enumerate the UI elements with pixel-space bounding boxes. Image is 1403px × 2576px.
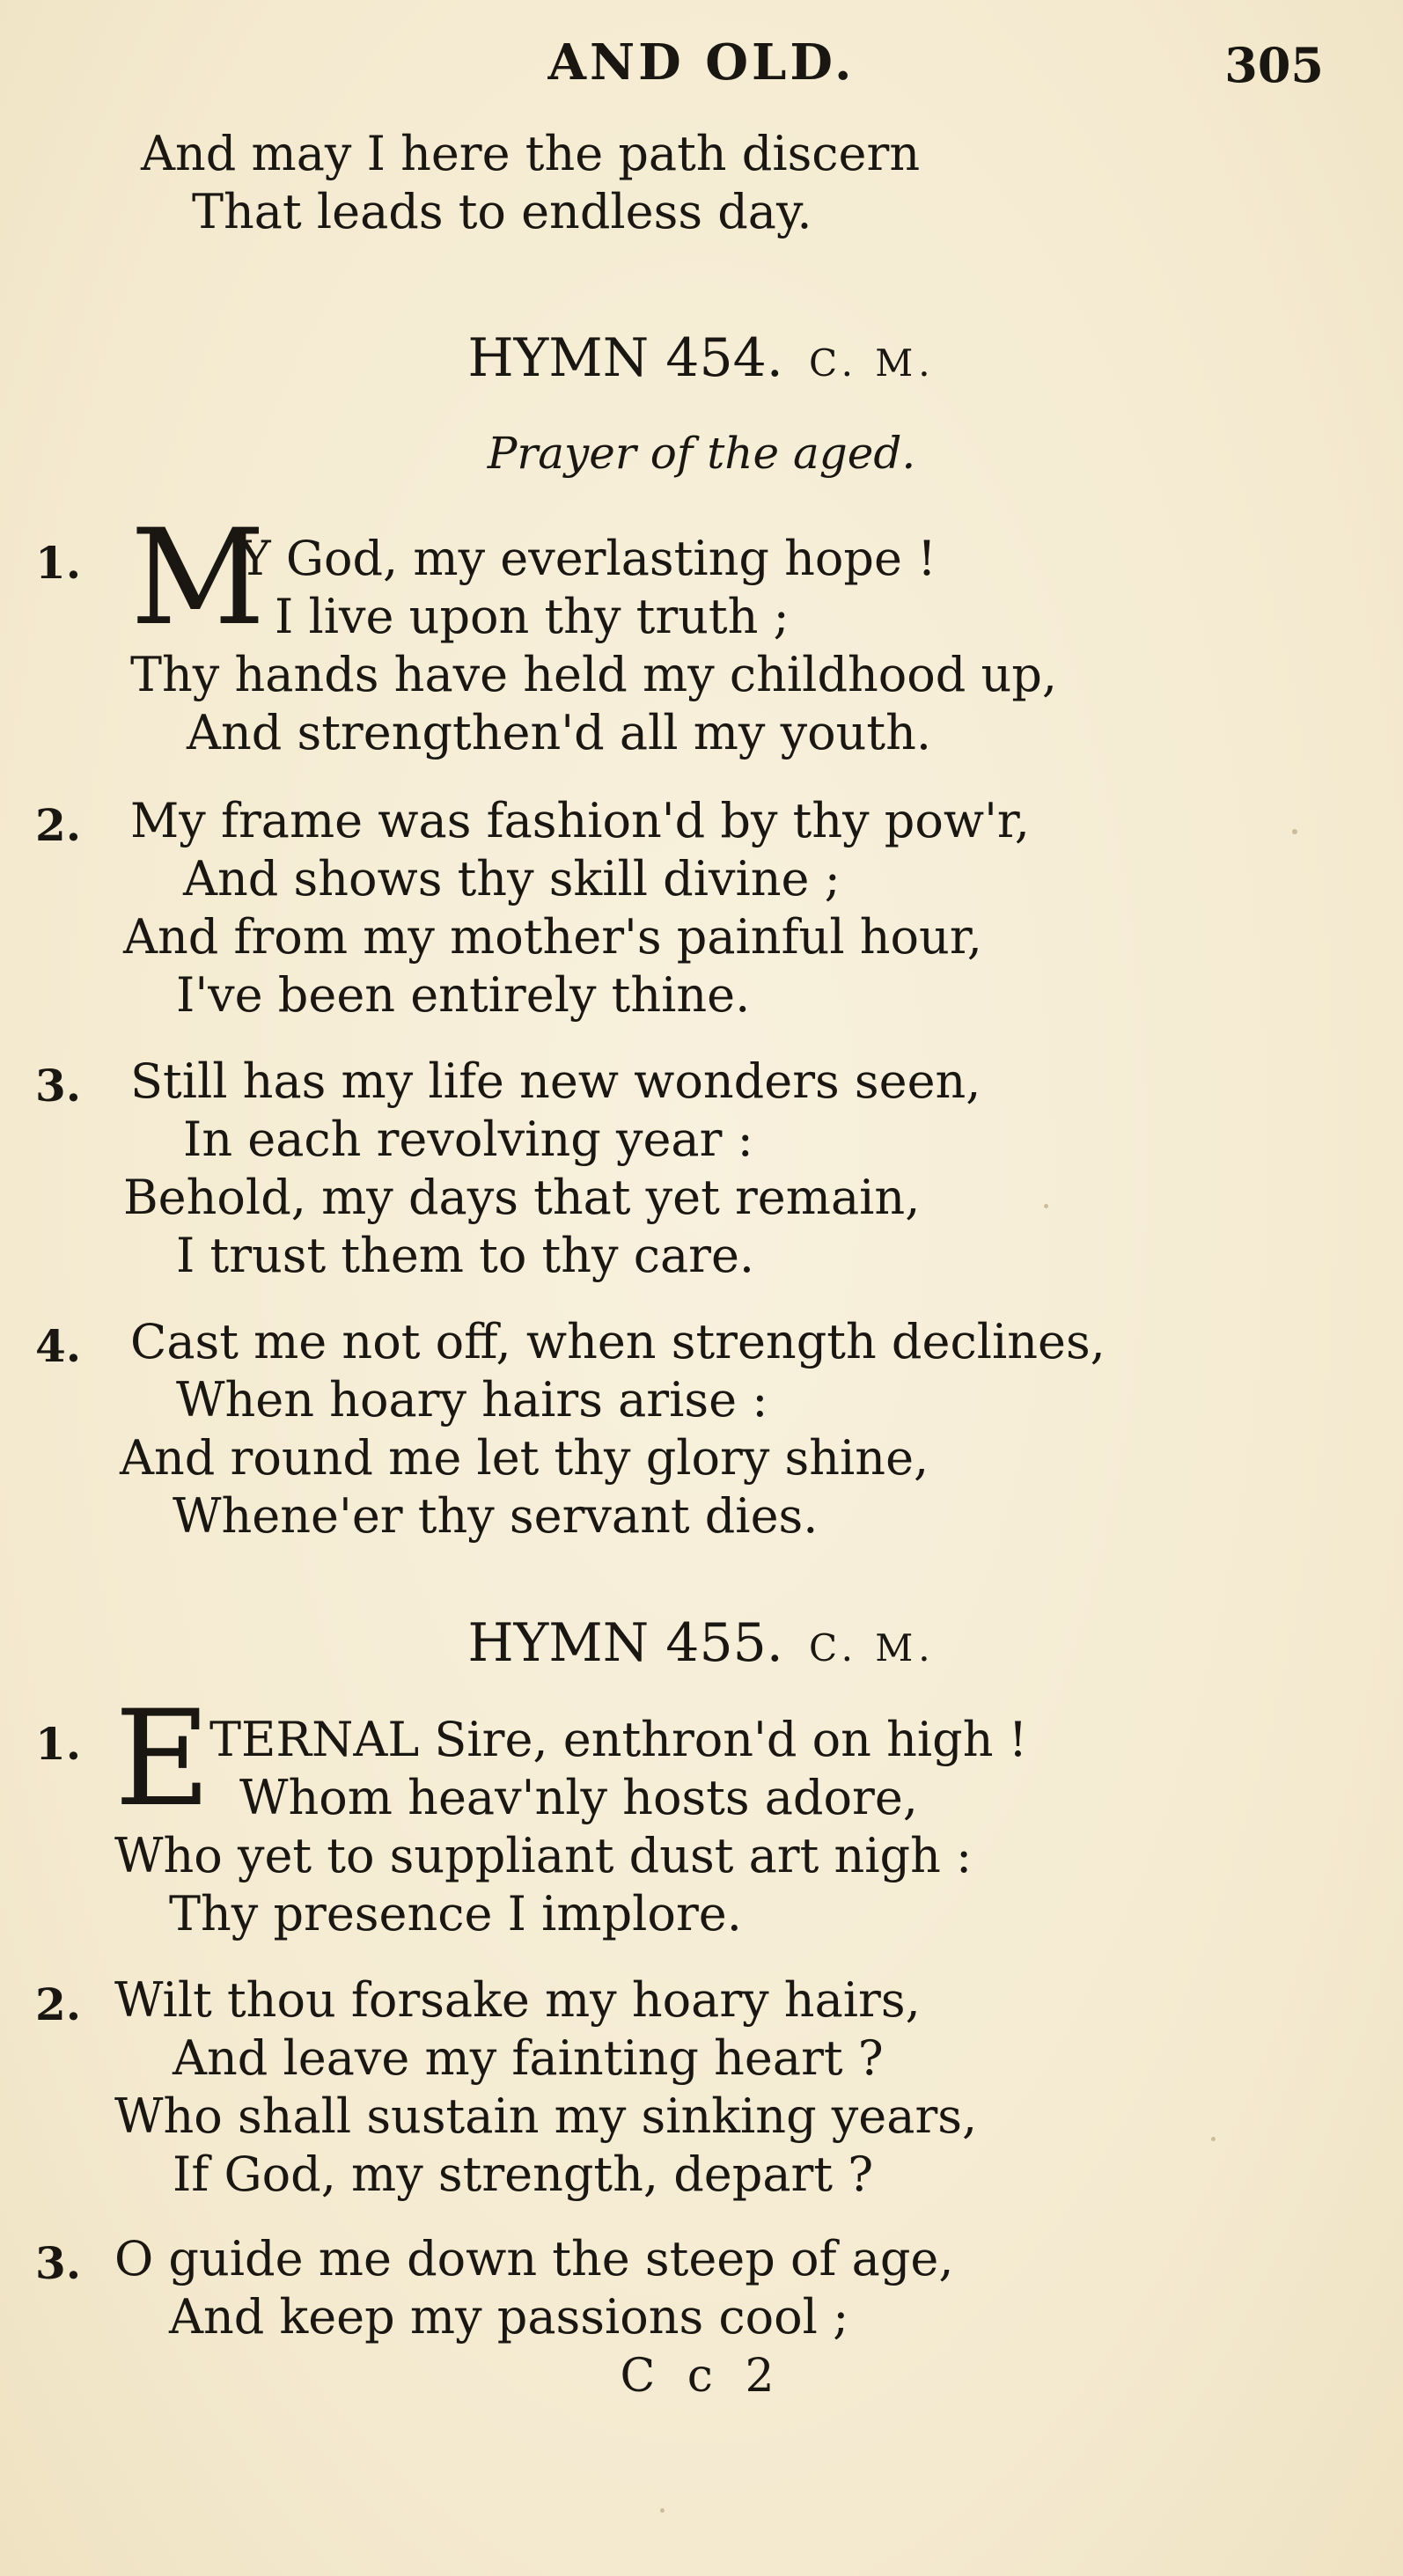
paper-speck: [1292, 829, 1297, 834]
hymn-455-v3-line-2: And keep my passions cool ;: [169, 2289, 849, 2345]
hymn-454-v3-line-3: Behold, my days that yet remain,: [123, 1170, 921, 1225]
paper-speck: [660, 2508, 665, 2513]
hymn-455-heading: [0, 1612, 1403, 1674]
page-number: 305: [1224, 37, 1324, 93]
hymn-454-verse-4-number: 4.: [35, 1320, 82, 1372]
hymn-454-meter: C. M.: [808, 341, 936, 385]
hymn-454-verse-1-number: 1.: [35, 537, 82, 589]
hymn-455-v3-line-1: O guide me down the steep of age,: [114, 2231, 954, 2286]
hymn-454-v2-line-3: And from my mother's painful hour,: [123, 909, 982, 965]
hymn-454-subtitle: Prayer of the aged.: [487, 428, 916, 479]
hymn-454-dropcap: M: [130, 502, 266, 655]
hymn-454-v3-line-1: Still has my life new wonders seen,: [130, 1053, 981, 1109]
hymn-454-v2-line-1: My frame was fashion'd by thy pow'r,: [130, 793, 1030, 848]
hymn-455-v2-line-1: Wilt thou forsake my hoary hairs,: [114, 1972, 921, 2028]
hymn-454-v3-line-4: I trust them to thy care.: [176, 1228, 755, 1283]
hymn-455-v1-line-4: Thy presence I implore.: [169, 1886, 742, 1941]
hymn-455-dropcap: E: [114, 1683, 211, 1836]
hymn-455-v1-line-3: Who yet to suppliant dust art nigh :: [114, 1828, 973, 1883]
hymn-455-v2-line-3: Who shall sustain my sinking years,: [114, 2088, 978, 2144]
hymn-454-v4-line-2: When hoary hairs arise :: [176, 1372, 768, 1427]
hymn-454-v2-line-2: And shows thy skill divine ;: [183, 851, 841, 906]
hymn-454-v1-line-4: And strengthen'd all my youth.: [187, 705, 932, 760]
paper-speck: [1044, 1204, 1048, 1208]
intro-line-2: That leads to endless day.: [192, 184, 812, 239]
hymn-454-heading: [0, 327, 1403, 389]
signature-mark: C c 2: [620, 2350, 783, 2403]
hymn-455-v2-line-2: And leave my fainting heart ?: [173, 2030, 884, 2086]
hymn-455-verse-1-number: 1.: [35, 1718, 82, 1770]
hymn-455-v1-line-1: TERNAL Sire, enthron'd on high !: [209, 1712, 1028, 1767]
hymn-454-verse-3-number: 3.: [35, 1060, 82, 1112]
hymn-454-v2-line-4: I've been entirely thine.: [176, 967, 751, 1023]
hymn-454-v3-line-2: In each revolving year :: [183, 1112, 753, 1167]
hymn-455-verse-3-number: 3.: [35, 2237, 82, 2289]
hymn-454-title: HYMN 454.: [467, 327, 783, 389]
intro-line-1: And may I here the path discern: [141, 126, 921, 181]
hymn-455-meter: C. M.: [808, 1626, 936, 1670]
hymn-454-v1-line-1: Y God, my everlasting hope !: [239, 531, 937, 586]
hymn-454-v1-line-2: I live upon thy truth ;: [275, 589, 790, 644]
hymn-454-v4-line-4: Whene'er thy servant dies.: [173, 1488, 819, 1544]
paper-speck: [1211, 2137, 1216, 2141]
hymn-455-v1-line-2: Whom heav'nly hosts adore,: [239, 1770, 918, 1825]
hymn-454-v4-line-3: And round me let thy glory shine,: [120, 1430, 929, 1486]
hymn-455-v2-line-4: If God, my strength, depart ?: [173, 2147, 874, 2202]
hymn-455-title: HYMN 455.: [467, 1612, 783, 1674]
hymn-454-v1-line-3: Thy hands have held my childhood up,: [130, 647, 1058, 702]
hymn-455-verse-2-number: 2.: [35, 1978, 82, 2030]
hymn-454-v4-line-1: Cast me not off, when strength declines,: [130, 1314, 1106, 1369]
hymn-454-verse-2-number: 2.: [35, 799, 82, 851]
running-title: AND OLD.: [547, 33, 856, 92]
